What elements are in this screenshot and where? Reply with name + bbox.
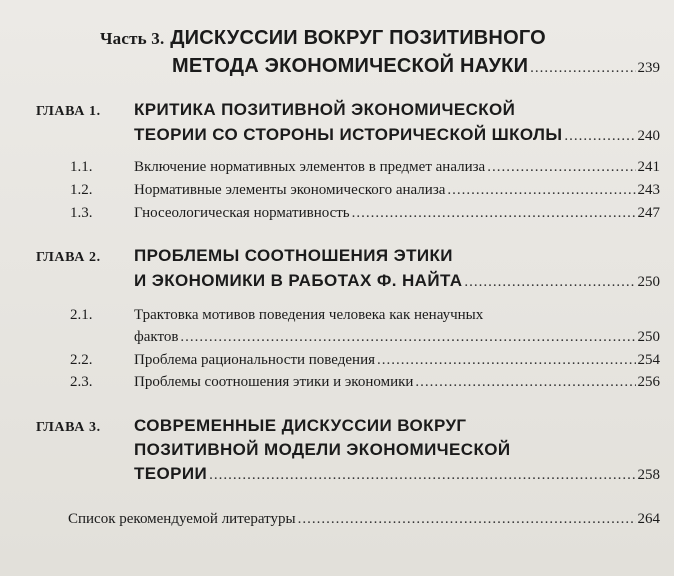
section-1-3 xyxy=(134,205,660,222)
bibliography-title: Список рекомендуемой литературы xyxy=(68,511,296,527)
leader-dots xyxy=(530,60,635,77)
chapter-2-page: 250 xyxy=(637,274,660,290)
section-1-1-num: 1.1. xyxy=(70,159,93,175)
section-2-3-num: 2.3. xyxy=(70,374,93,390)
leader-dots xyxy=(487,159,635,176)
part-title-line-2 xyxy=(172,55,660,78)
section-2-2-num: 2.2. xyxy=(70,352,93,368)
chapter-2-title-2: И ЭКОНОМИКИ В РАБОТАХ Ф. НАЙТА xyxy=(134,271,463,290)
chapter-2-title-row xyxy=(134,271,660,291)
section-1-1 xyxy=(134,159,660,176)
section-2-3-title: Проблемы соотношения этики и экономики xyxy=(134,374,414,390)
part-title-text-1: ДИСКУССИИ ВОКРУГ ПОЗИТИВНОГО xyxy=(170,27,546,49)
leader-dots xyxy=(180,329,635,346)
section-1-1-page: 241 xyxy=(637,159,660,175)
chapter-1-title-1: КРИТИКА ПОЗИТИВНОЙ ЭКОНОМИЧЕСКОЙ xyxy=(134,100,516,119)
part-lead: Часть 3. xyxy=(100,29,165,48)
leader-dots xyxy=(352,205,636,222)
section-1-3-title: Гносеологическая нормативность xyxy=(134,205,350,221)
section-1-3-num: 1.3. xyxy=(70,205,93,221)
section-2-3 xyxy=(134,374,660,391)
bleed-through xyxy=(30,30,34,46)
section-2-1-title-2: фактов xyxy=(134,329,179,345)
section-2-1-page: 250 xyxy=(637,329,660,345)
bibliography-page: 264 xyxy=(637,511,660,527)
leader-dots xyxy=(209,467,635,484)
section-1-1-title: Включение нормативных элементов в предмет анализа xyxy=(134,159,486,175)
part-title-text-2: МЕТОДА ЭКОНОМИЧЕСКОЙ НАУКИ xyxy=(172,55,529,77)
section-2-1-num: 2.1. xyxy=(70,307,93,323)
part-title xyxy=(100,26,660,51)
leader-dots xyxy=(564,128,635,145)
section-2-2-page: 254 xyxy=(637,352,660,368)
leader-dots xyxy=(377,352,635,369)
chapter-1-page: 240 xyxy=(637,128,660,144)
leader-dots xyxy=(298,511,636,528)
chapter-3-title-row xyxy=(134,464,660,484)
leader-dots xyxy=(447,182,635,199)
chapter-3-page: 258 xyxy=(637,467,660,483)
chapter-1-title-2: ТЕОРИИ СО СТОРОНЫ ИСТОРИЧЕСКОЙ ШКОЛЫ xyxy=(134,125,563,144)
chapter-2-label: ГЛАВА 2. xyxy=(36,250,101,265)
section-2-2 xyxy=(134,352,660,369)
chapter-1-title-row xyxy=(134,125,660,145)
leader-dots xyxy=(464,274,635,291)
chapter-3-label: ГЛАВА 3. xyxy=(36,420,101,435)
section-1-2-num: 1.2. xyxy=(70,182,93,198)
leader-dots xyxy=(415,374,635,391)
section-2-1 xyxy=(134,329,660,346)
chapter-3-title-3: ТЕОРИИ xyxy=(134,464,208,483)
chapter-3-title-2: ПОЗИТИВНОЙ МОДЕЛИ ЭКОНОМИЧЕСКОЙ xyxy=(134,440,511,459)
bibliography-row xyxy=(68,511,660,528)
section-2-2-title: Проблема рациональности поведения xyxy=(134,352,376,368)
section-1-3-page: 247 xyxy=(637,205,660,221)
part-page: 239 xyxy=(637,60,660,76)
chapter-3-title-1: СОВРЕМЕННЫЕ ДИСКУССИИ ВОКРУГ xyxy=(134,416,467,435)
chapter-2-title-1: ПРОБЛЕМЫ СООТНОШЕНИЯ ЭТИКИ xyxy=(134,246,453,265)
section-2-1-title: Трактовка мотивов поведения человека как ненаучных xyxy=(134,307,484,323)
chapter-1-label: ГЛАВА 1. xyxy=(36,104,101,119)
section-2-3-page: 256 xyxy=(637,374,660,390)
section-1-2-page: 243 xyxy=(637,182,660,198)
section-1-2-title: Нормативные элементы экономического анализа xyxy=(134,182,446,198)
section-1-2 xyxy=(134,182,660,199)
part-title-line-1 xyxy=(100,26,660,51)
